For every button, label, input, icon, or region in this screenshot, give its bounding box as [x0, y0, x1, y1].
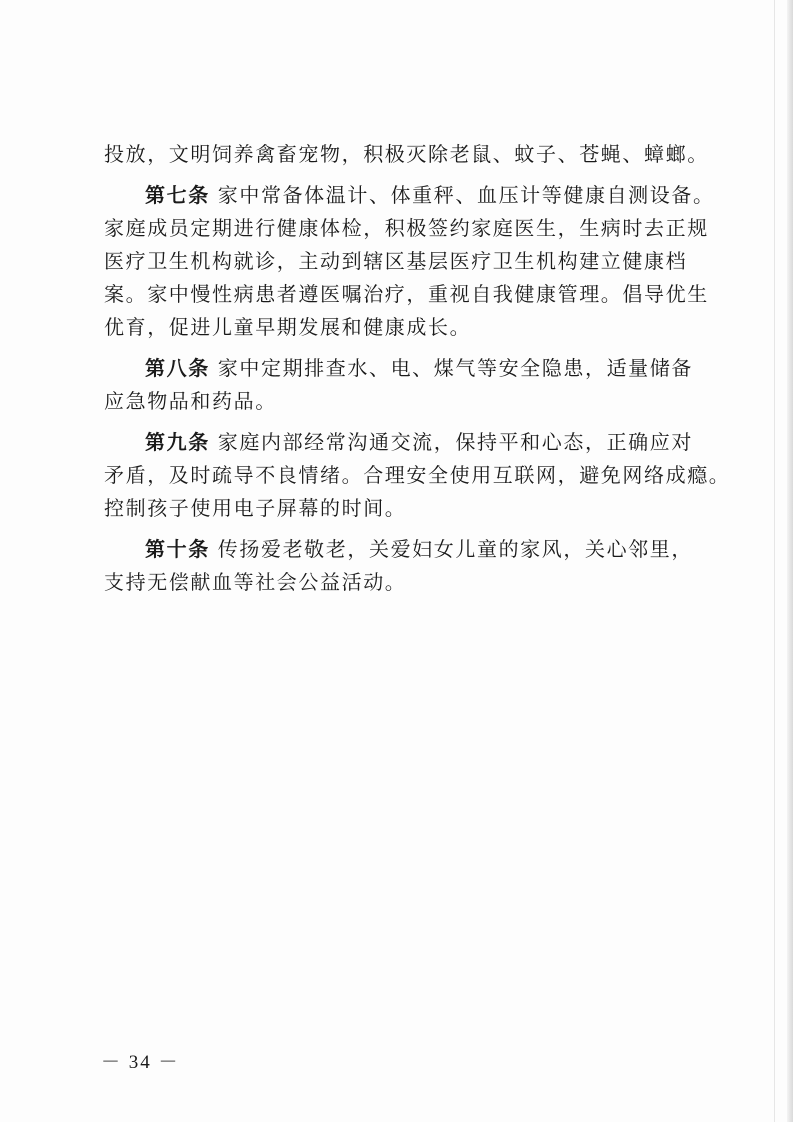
article-line: 支持无偿献血等社会公益活动。 — [104, 570, 407, 594]
article-8 — [104, 352, 704, 418]
article-text: 家中常备体温计、体重秤、血压计等健康自测设备。 — [217, 183, 715, 207]
article-label: 第七条 — [145, 183, 210, 207]
scan-edge-shadow — [787, 0, 793, 1122]
article-first-line — [104, 533, 704, 566]
continuation-line: 投放，文明饲养禽畜宠物，积极灭除老鼠、蚊子、苍蝇、蟑螂。 — [104, 142, 709, 166]
scan-edge-line — [774, 0, 775, 1122]
article-text: 家庭内部经常沟通交流，保持平和心态，正确应对 — [217, 430, 693, 454]
article-label: 第九条 — [145, 430, 210, 454]
article-line: 矛盾，及时疏导不良情绪。合理安全使用互联网，避免网络成瘾。 — [104, 463, 731, 487]
page-number: － 34 － — [101, 1052, 180, 1073]
article-line: 家庭成员定期进行健康体检，积极签约家庭医生，生病时去正规 — [104, 216, 709, 240]
article-line: 应急物品和药品。 — [104, 389, 277, 413]
article-7 — [104, 179, 715, 344]
article-9 — [104, 426, 731, 525]
article-line: 优育，促进儿童早期发展和健康成长。 — [104, 315, 472, 339]
article-line: 医疗卫生机构就诊，主动到辖区基层医疗卫生机构建立健康档 — [104, 249, 688, 273]
article-text: 传扬爱老敬老，关爱妇女儿童的家风，关心邻里， — [217, 537, 693, 561]
article-10 — [104, 533, 704, 599]
article-label: 第八条 — [145, 356, 210, 380]
article-first-line — [104, 352, 704, 385]
article-label: 第十条 — [145, 537, 210, 561]
article-line: 案。家中慢性病患者遵医嘱治疗，重视自我健康管理。倡导优生 — [104, 282, 709, 306]
article-text: 家中定期排查水、电、煤气等安全隐患，适量储备 — [217, 356, 693, 380]
article-line: 控制孩子使用电子屏幕的时间。 — [104, 496, 407, 520]
article-first-line — [104, 426, 704, 459]
document-body — [104, 138, 731, 599]
article-first-line — [104, 179, 715, 212]
